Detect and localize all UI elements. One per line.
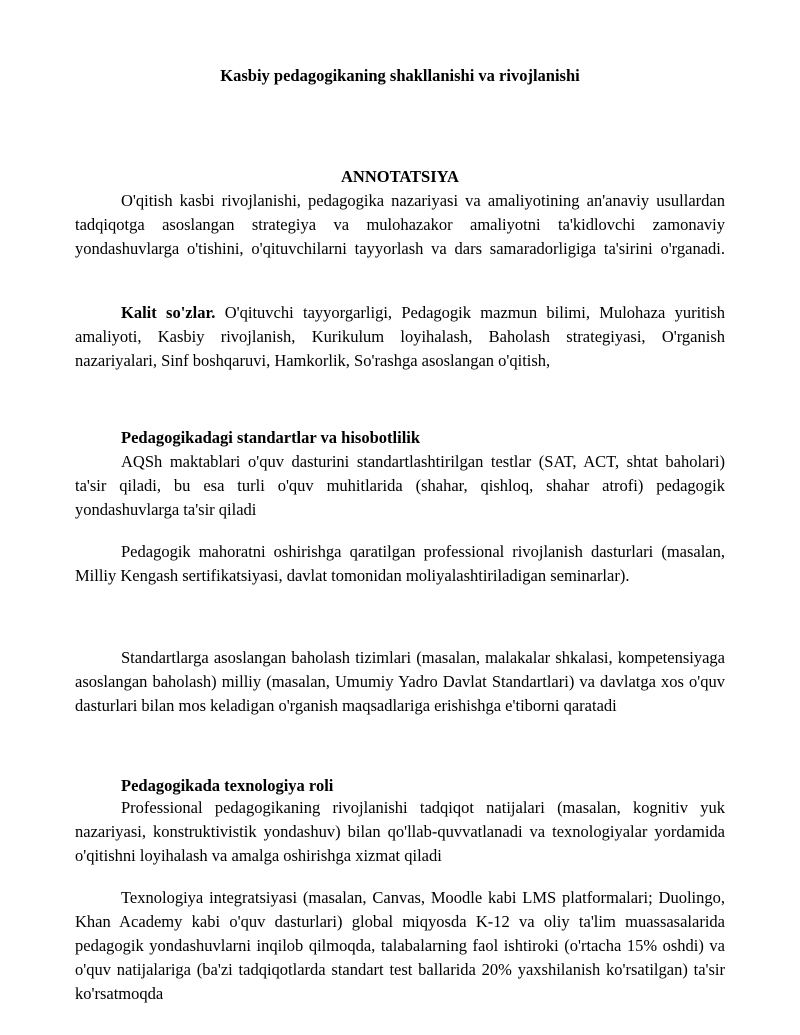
- keywords-label: Kalit so'zlar.: [121, 303, 216, 322]
- document-title: Kasbiy pedagogikaning shakllanishi va rivojlanishi: [220, 66, 580, 85]
- keywords-block: [75, 301, 725, 373]
- section-technology-paragraph-2: [75, 886, 725, 1006]
- paragraph-text: Pedagogik mahoratni oshirishga qaratilgan professional rivojlanish dasturlari (masalan, Milliy Kengash sertifikatsiyasi, davlat tomonidan moliyalashtiriladigan seminarlar).: [75, 542, 725, 585]
- section-standards-paragraph-1: [75, 450, 725, 522]
- section-standards-paragraph-3: [75, 646, 725, 718]
- paragraph-text: Texnologiya integratsiyasi (masalan, Canvas, Moodle kabi LMS platformalari; Duolingo, Khan Academy kabi o'quv dasturlari) global miqyosda K-12 va oliy ta'lim muassasalarida pedagogik yondashuvlarni inqilob qilmoqda, talabalarning faol ishtiroki (o'rtacha 15% oshdi) va o'quv natijalariga (ba'zi tadqiqotlarda standart test ballarida 20% yaxshilanish ko'rsatilgan) ta'sir ko'rsatmoqda: [75, 888, 725, 1003]
- keywords-text: O'qituvchi tayyorgarligi, Pedagogik mazmun bilimi, Mulohaza yuritish amaliyoti, Kasbiy rivojlanish, Kurikulum loyihalash, Baholash strategiyasi, O'rganish nazariyalari, Sinf boshqaruvi, Hamkorlik, So'rashga asoslangan o'qitish,: [75, 303, 725, 370]
- paragraph-text: AQSh maktablari o'quv dasturini standartlashtirilgan testlar (SAT, ACT, shtat baholari) ta'sir qiladi, bu esa turli o'quv muhitlarida (shahar, qishloq, shahar atrofi) pedagogik yondashuvlarga ta'sir qiladi: [75, 452, 725, 519]
- section-heading-standards: Pedagogikadagi standartlar va hisobotlilik: [121, 428, 421, 447]
- paragraph-text: Professional pedagogikaning rivojlanishi tadqiqot natijalari (masalan, kognitiv yuk nazariyasi, konstruktivistik yondashuv) bilan qo'llab-quvvatlanadi va texnologiyalar yordamida o'qitishni loyihalash va amalga oshirishga xizmat qiladi: [75, 798, 725, 865]
- section-heading-technology: Pedagogikada texnologiya roli: [121, 776, 334, 795]
- annotation-paragraph: O'qitish kasbi rivojlanishi, pedagogika nazariyasi va amaliyotining an'anaviy usullardan tadqiqotga asoslangan strategiya va mulohazakor amaliyotni ta'kidlovchi zamonaviy yondashuvlarga o'tishini, o'qituvchilarni tayyorlash va dars samaradorligiga ta'sirini o'rganadi.: [75, 191, 725, 258]
- paragraph-text: Standartlarga asoslangan baholash tizimlari (masalan, malakalar shkalasi, kompetensiyaga asoslangan baholash) milliy (masalan, Umumiy Yadro Davlat Standartlari) va davlatga xos o'quv dasturlari bilan mos keladigan o'rganish maqsadlariga erishishga e'tiborni qaratadi: [75, 648, 725, 715]
- annotation-block: [75, 189, 725, 261]
- section-technology-paragraph-1: [75, 796, 725, 868]
- section-standards-paragraph-2: [75, 540, 725, 588]
- annotation-heading: ANNOTATSIYA: [341, 167, 459, 186]
- keywords-paragraph: [75, 301, 725, 373]
